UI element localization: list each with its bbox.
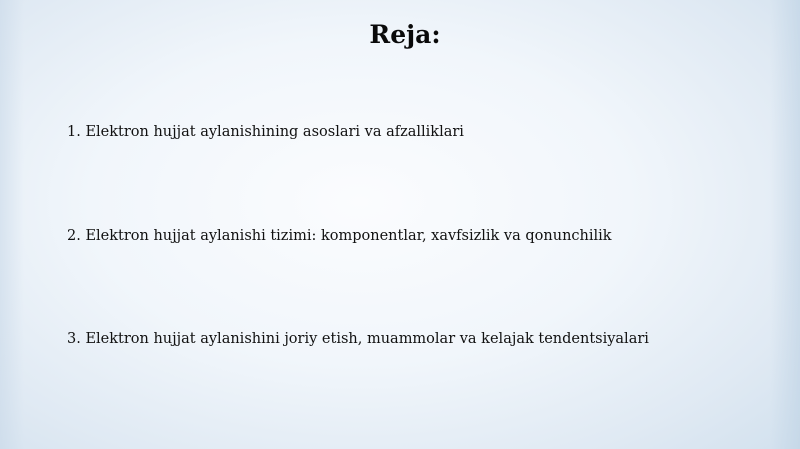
plan-item-2: 2. Elektron hujjat aylanishi tizimi: komponentlar, xavfsizlik va qonunchilik [67,228,612,244]
slide-edge-shade-left [0,0,24,449]
slide-title: Reja: [369,20,441,49]
slide-edge-shade-right [770,0,800,449]
plan-item-1: 1. Elektron hujjat aylanishining asoslari va afzalliklari [67,124,464,140]
plan-item-3: 3. Elektron hujjat aylanishini joriy etish, muammolar va kelajak tendentsiyalari [67,331,649,347]
